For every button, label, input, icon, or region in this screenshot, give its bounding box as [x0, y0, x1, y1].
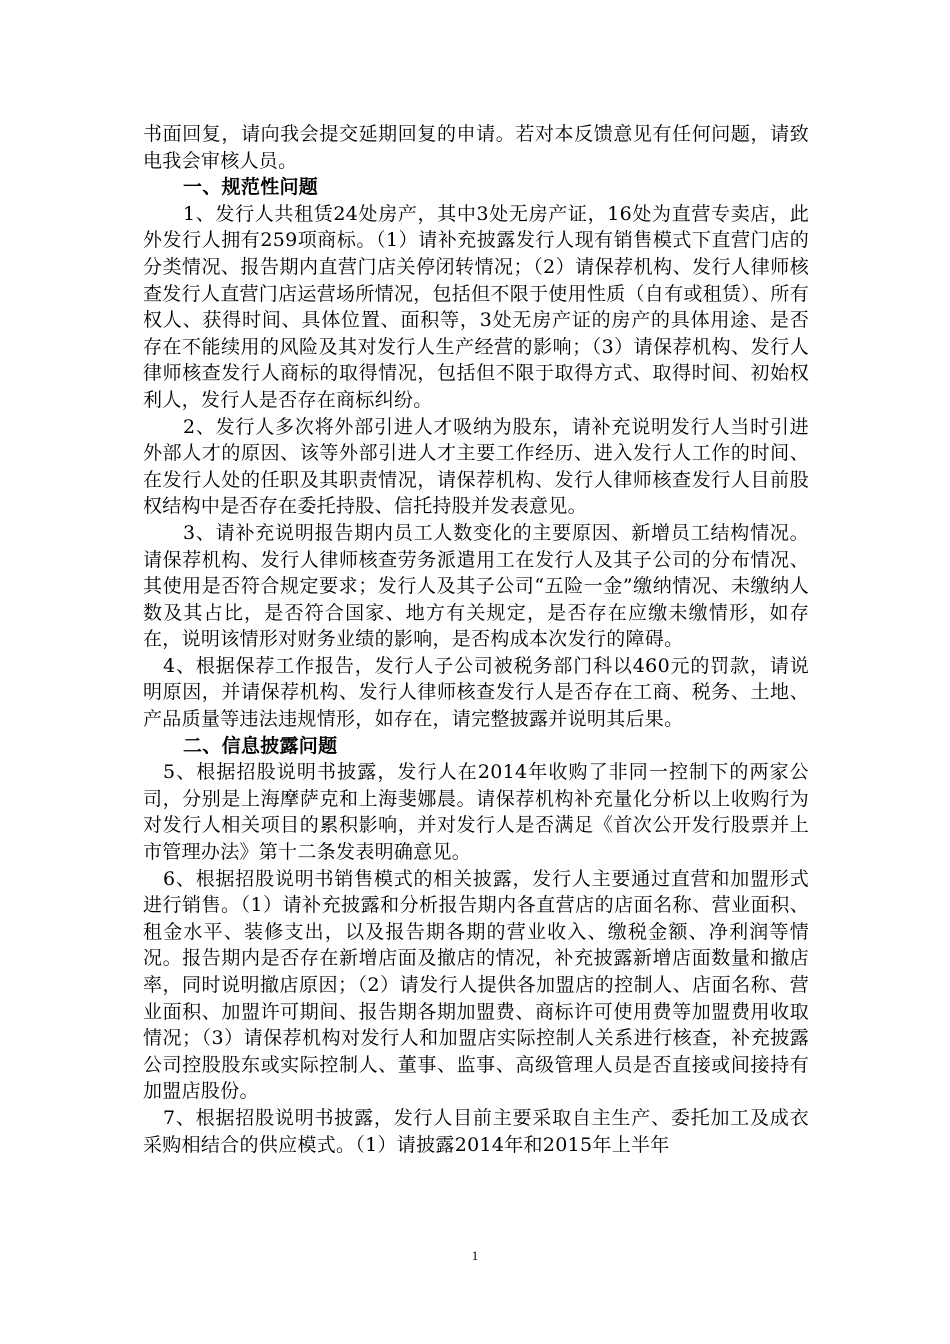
- section-heading-normative-issues: 一、规范性问题: [183, 176, 319, 199]
- question-3-employee-changes: 3、请补充说明报告期内员工人数变化的主要原因、新增员工结构情况。请保荐机构、发行人律师核查劳务派遣用工在发行人及其子公司的分布情况、其使用是否符合规定要求；发行人及其子公司“五险一金”缴纳情况、未缴纳人数及其占比，是否符合国家、地方有关规定，是否存在应缴未缴情形，如存在，说明该情形对财务业绩的影响，是否构成本次发行的障碍。: [143, 521, 809, 651]
- paragraph-reply-note: 书面回复，请向我会提交延期回复的申请。若对本反馈意见有任何问题，请致电我会审核人员。: [143, 123, 809, 172]
- question-2-external-talent-shareholders: 2、发行人多次将外部引进人才吸纳为股东，请补充说明发行人当时引进外部人才的原因、该等外部引进人才主要工作经历、进入发行人工作的时间、在发行人处的任职及其职责情况，请保荐机构、发行人律师核查发行人目前股权结构中是否存在委托持股、信托持股并发表意见。: [143, 415, 809, 518]
- question-1-leased-property-trademarks: 1、发行人共租赁24处房产，其中3处无房产证，16处为直营专卖店，此外发行人拥有259项商标。（1）请补充披露发行人现有销售模式下直营门店的分类情况、报告期内直营门店关停闭转情况；（2）请保荐机构、发行人律师核查发行人直营门店运营场所情况，包括但不限于使用性质（自有或租赁）、所有权人、获得时间、具体位置、面积等，3处无房产证的房产的具体用途、是否存在不能续用的风险及其对发行人生产经营的影响；（3）请保荐机构、发行人律师核查发行人商标的取得情况，包括但不限于取得方式、取得时间、初始权利人，发行人是否存在商标纠纷。: [143, 202, 810, 411]
- document-page: [143, 121, 809, 1158]
- question-6-sales-model: 6、根据招股说明书销售模式的相关披露，发行人主要通过直营和加盟形式进行销售。（1）请补充披露和分析报告期内各直营店的店面名称、营业面积、租金水平、装修支出，以及报告期各期的营业收入、缴税金额、净利润等情况。报告期内是否存在新增店面及撤店的情况，补充披露新增店面数量和撤店率，同时说明撤店原因；（2）请发行人提供各加盟店的控制人、店面名称、营业面积、加盟许可期间、报告期各期加盟费、商标许可使用费等加盟费用收取情况；（3）请保荐机构对发行人和加盟店实际控制人关系进行核查，补充披露公司控股股东或实际控制人、董事、监事、高级管理人员是否直接或间接持有加盟店股份。: [143, 867, 809, 1103]
- question-4-tax-penalty: 4、根据保荐工作报告，发行人子公司被税务部门科以460元的罚款，请说明原因，并请保荐机构、发行人律师核查发行人是否存在工商、税务、土地、产品质量等违法违规情形，如存在，请完整披露并说明其后果。: [143, 654, 809, 731]
- page-number: 1: [471, 1248, 479, 1263]
- question-5-acquisitions: 5、根据招股说明书披露，发行人在2014年收购了非同一控制下的两家公司，分别是上海摩萨克和上海斐娜晨。请保荐机构补充量化分析以上收购行为对发行人相关项目的累积影响，并对发行人是否满足《首次公开发行股票并上市管理办法》第十二条发表明确意见。: [143, 761, 809, 864]
- section-heading-disclosure-issues: 二、信息披露问题: [183, 734, 338, 757]
- question-7-supply-model: 7、根据招股说明书披露，发行人目前主要采取自主生产、委托加工及成衣采购相结合的供应模式。（1）请披露2014年和2015年上半年: [143, 1106, 809, 1156]
